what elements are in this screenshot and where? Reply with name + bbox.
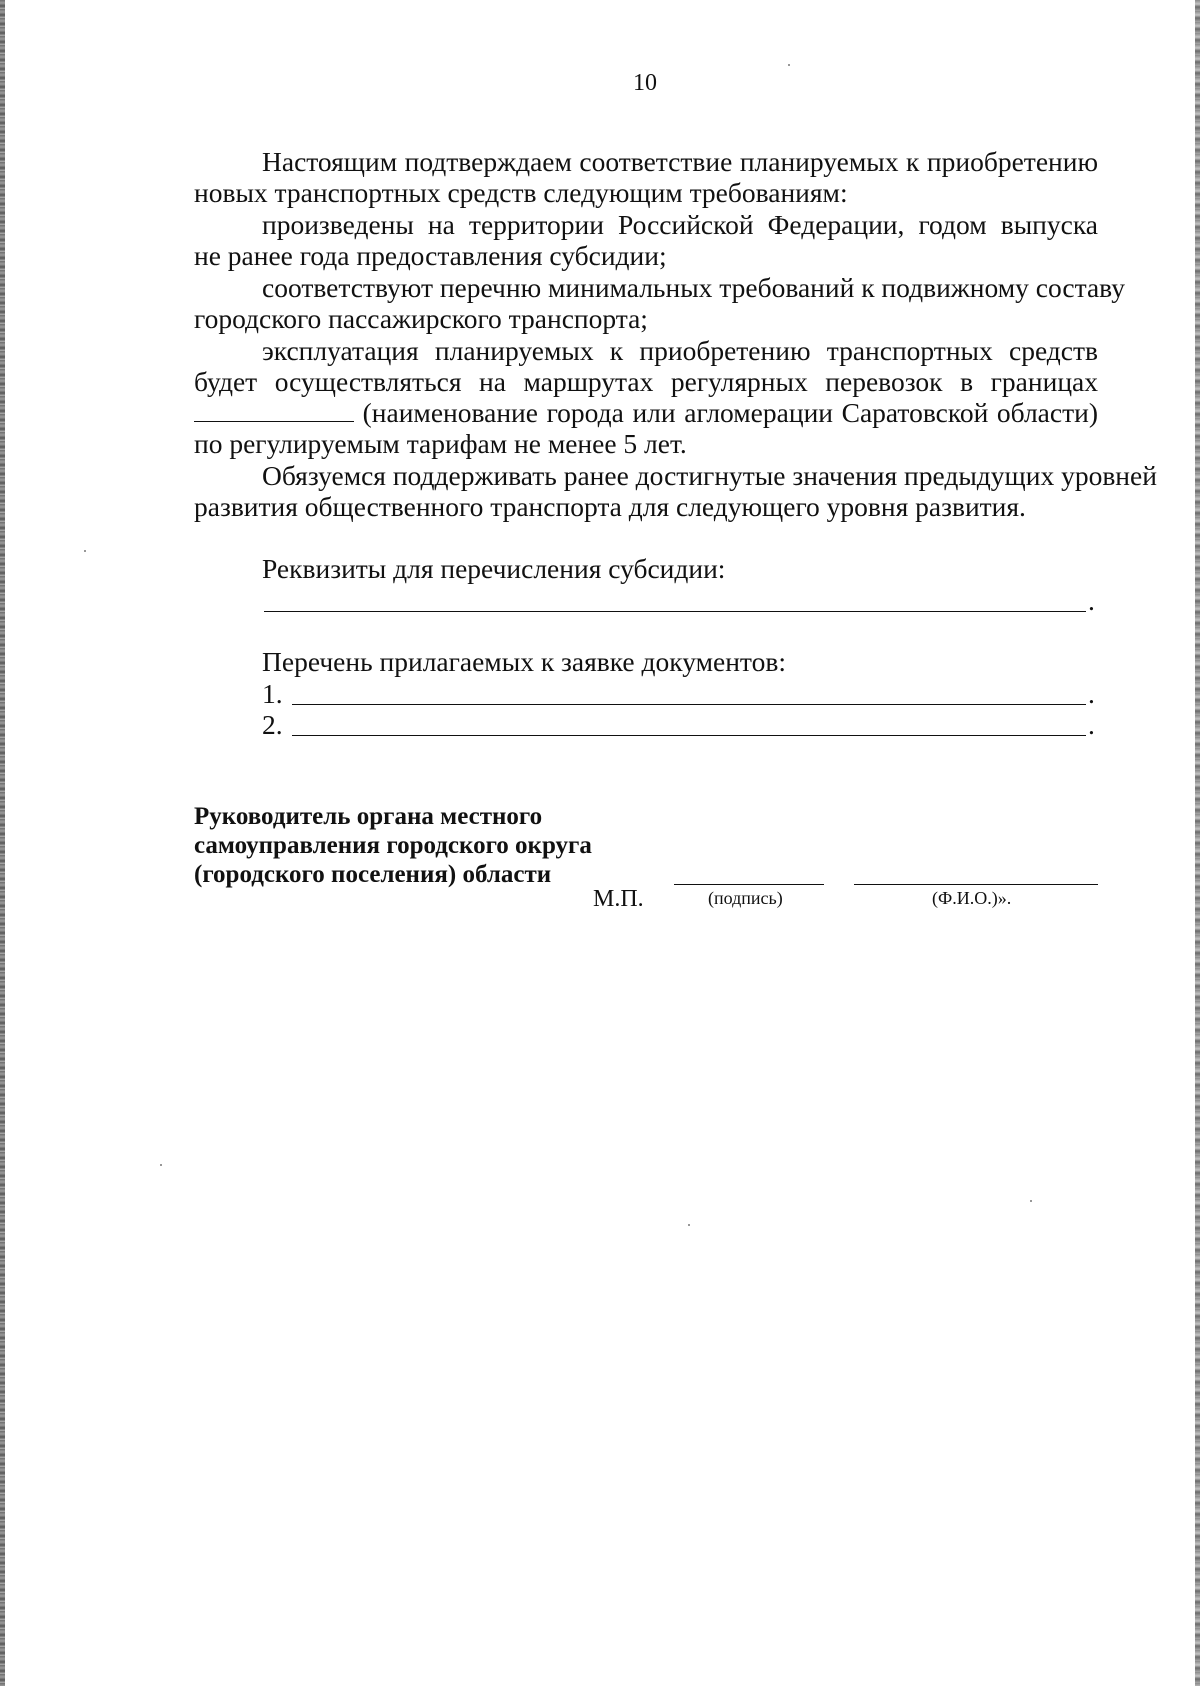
documents-item-2-end-dot: . xyxy=(1088,709,1095,740)
scan-edge-right xyxy=(1195,0,1200,1686)
paragraph-4-line-4: по регулируемым тарифам не менее 5 лет. xyxy=(194,428,687,459)
paragraph-1-line-2: новых транспортных средств следующим требованиям: xyxy=(194,177,848,208)
scan-speck xyxy=(688,1224,690,1226)
requisites-label: Реквизиты для перечисления субсидии: xyxy=(262,553,726,584)
paragraph-5-line-1: Обязуемся поддерживать ранее достигнутые значения предыдущих уровней xyxy=(262,460,1157,491)
documents-item-1-number: 1. xyxy=(262,678,283,709)
scan-speck xyxy=(160,1164,162,1166)
full-name-caption: (Ф.И.О.)». xyxy=(932,888,1012,908)
paragraph-4-line-3 xyxy=(194,397,1098,428)
full-name-blank-line[interactable] xyxy=(854,884,1098,885)
paragraph-1-line-1: Настоящим подтверждаем соответствие планируемых к приобретению xyxy=(262,146,1098,177)
city-blank-caption: (наименование города или агломерации Саратовской области) xyxy=(362,397,1098,428)
paragraph-3-line-2: городского пассажирского транспорта; xyxy=(194,303,648,334)
documents-item-1-end-dot: . xyxy=(1088,678,1095,709)
documents-item-2-blank-line[interactable] xyxy=(292,735,1086,736)
paragraph-3-line-1: соответствуют перечню минимальных требований к подвижному составу xyxy=(262,272,1125,303)
stamp-placeholder: М.П. xyxy=(593,886,644,912)
signature-blank-line[interactable] xyxy=(674,884,824,885)
scan-edge-left xyxy=(0,0,5,1686)
signatory-line-2: самоуправления городского округа xyxy=(194,832,592,859)
documents-label: Перечень прилагаемых к заявке документов: xyxy=(262,646,786,677)
paragraph-4-line-1: эксплуатация планируемых к приобретению транспортных средств xyxy=(262,335,1098,366)
scan-speck xyxy=(1030,1200,1032,1202)
signatory-line-3: (городского поселения) области xyxy=(194,861,552,888)
documents-item-1-blank-line[interactable] xyxy=(292,704,1086,705)
scan-speck xyxy=(84,550,86,552)
page-number: 10 xyxy=(633,70,657,96)
documents-item-2-number: 2. xyxy=(262,709,283,740)
city-blank-field[interactable] xyxy=(194,399,354,422)
scan-speck xyxy=(788,64,790,66)
requisites-blank-line[interactable] xyxy=(264,611,1086,612)
signature-caption: (подпись) xyxy=(708,888,783,908)
paragraph-2-line-1: произведены на территории Российской Федерации, годом выпуска xyxy=(262,209,1098,240)
signatory-line-1: Руководитель органа местного xyxy=(194,803,543,830)
paragraph-2-line-2: не ранее года предоставления субсидии; xyxy=(194,240,667,271)
paragraph-5-line-2: развития общественного транспорта для следующего уровня развития. xyxy=(194,491,1026,522)
requisites-end-dot: . xyxy=(1088,585,1095,616)
paragraph-4-line-2: будет осуществляться на маршрутах регулярных перевозок в границах xyxy=(194,366,1098,397)
